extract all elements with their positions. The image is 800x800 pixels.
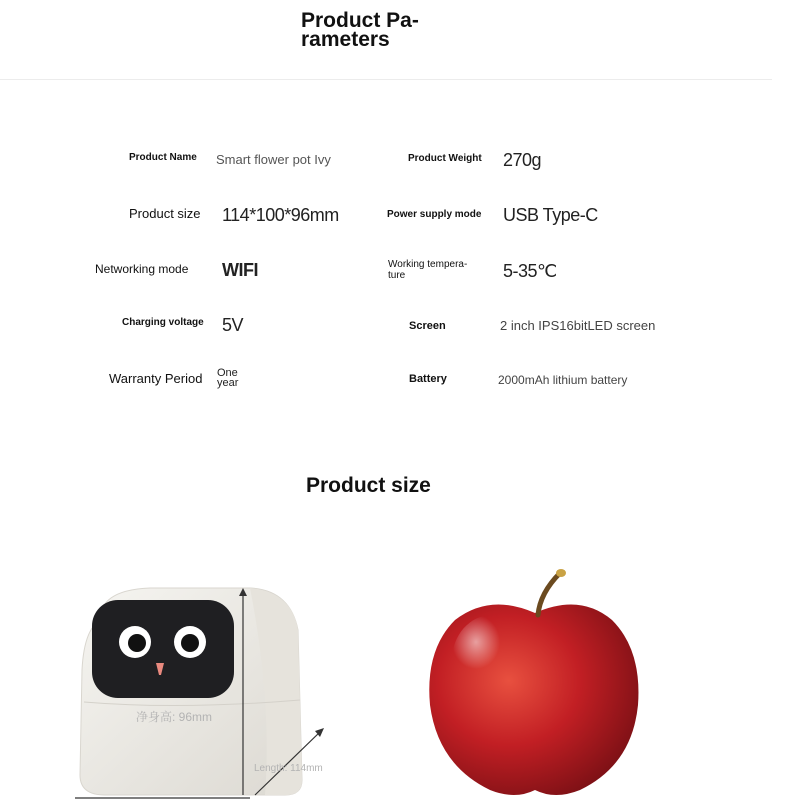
device-face	[92, 600, 234, 698]
param-value-networking: WIFI	[222, 260, 258, 280]
param-value-warranty-line-1: One	[217, 367, 238, 379]
param-label-warranty: Warranty Period	[109, 371, 203, 386]
param-label-networking: Networking mode	[95, 262, 189, 276]
length-dimension-label: Length: 114mm	[254, 763, 323, 774]
param-value-working-temp: 5-35℃	[503, 261, 557, 281]
param-label-working-temp-line-2: ture	[388, 270, 406, 281]
param-value-charging-voltage: 5V	[222, 315, 244, 335]
param-value-battery: 2000mAh lithium battery	[498, 373, 628, 387]
apple-photo	[420, 565, 650, 800]
param-value-screen: 2 inch IPS16bitLED screen	[500, 318, 656, 333]
param-label-working-temp-line-1: Working tempera-	[388, 259, 468, 270]
param-value-warranty	[217, 368, 238, 388]
param-label-product-size: Product size	[129, 206, 201, 221]
page-title	[301, 11, 441, 49]
param-value-product-name: Smart flower pot Ivy	[216, 152, 331, 167]
page-title-line-1: Product Pa-	[301, 9, 419, 32]
param-label-product-name: Product Name	[129, 152, 197, 163]
param-value-warranty-line-2: year	[217, 377, 239, 389]
param-label-battery: Battery	[409, 373, 447, 385]
param-label-screen: Screen	[409, 320, 446, 332]
param-value-product-weight: 270g	[503, 150, 542, 170]
device-pupil-right	[181, 634, 199, 652]
param-label-working-temp	[388, 259, 467, 281]
param-value-power-supply: USB Type-C	[503, 205, 598, 225]
page-title-line-2: rameters	[301, 28, 390, 51]
height-dimension-label: 净身高: 96mm	[136, 710, 213, 724]
param-label-power-supply: Power supply mode	[387, 209, 482, 220]
device-pupil-left	[128, 634, 146, 652]
param-value-product-size: 114*100*96mm	[222, 205, 339, 225]
param-label-charging-voltage: Charging voltage	[122, 317, 204, 328]
param-label-product-weight: Product Weight	[408, 153, 482, 164]
section-title-product-size: Product size	[306, 474, 431, 497]
header-divider	[0, 79, 772, 80]
